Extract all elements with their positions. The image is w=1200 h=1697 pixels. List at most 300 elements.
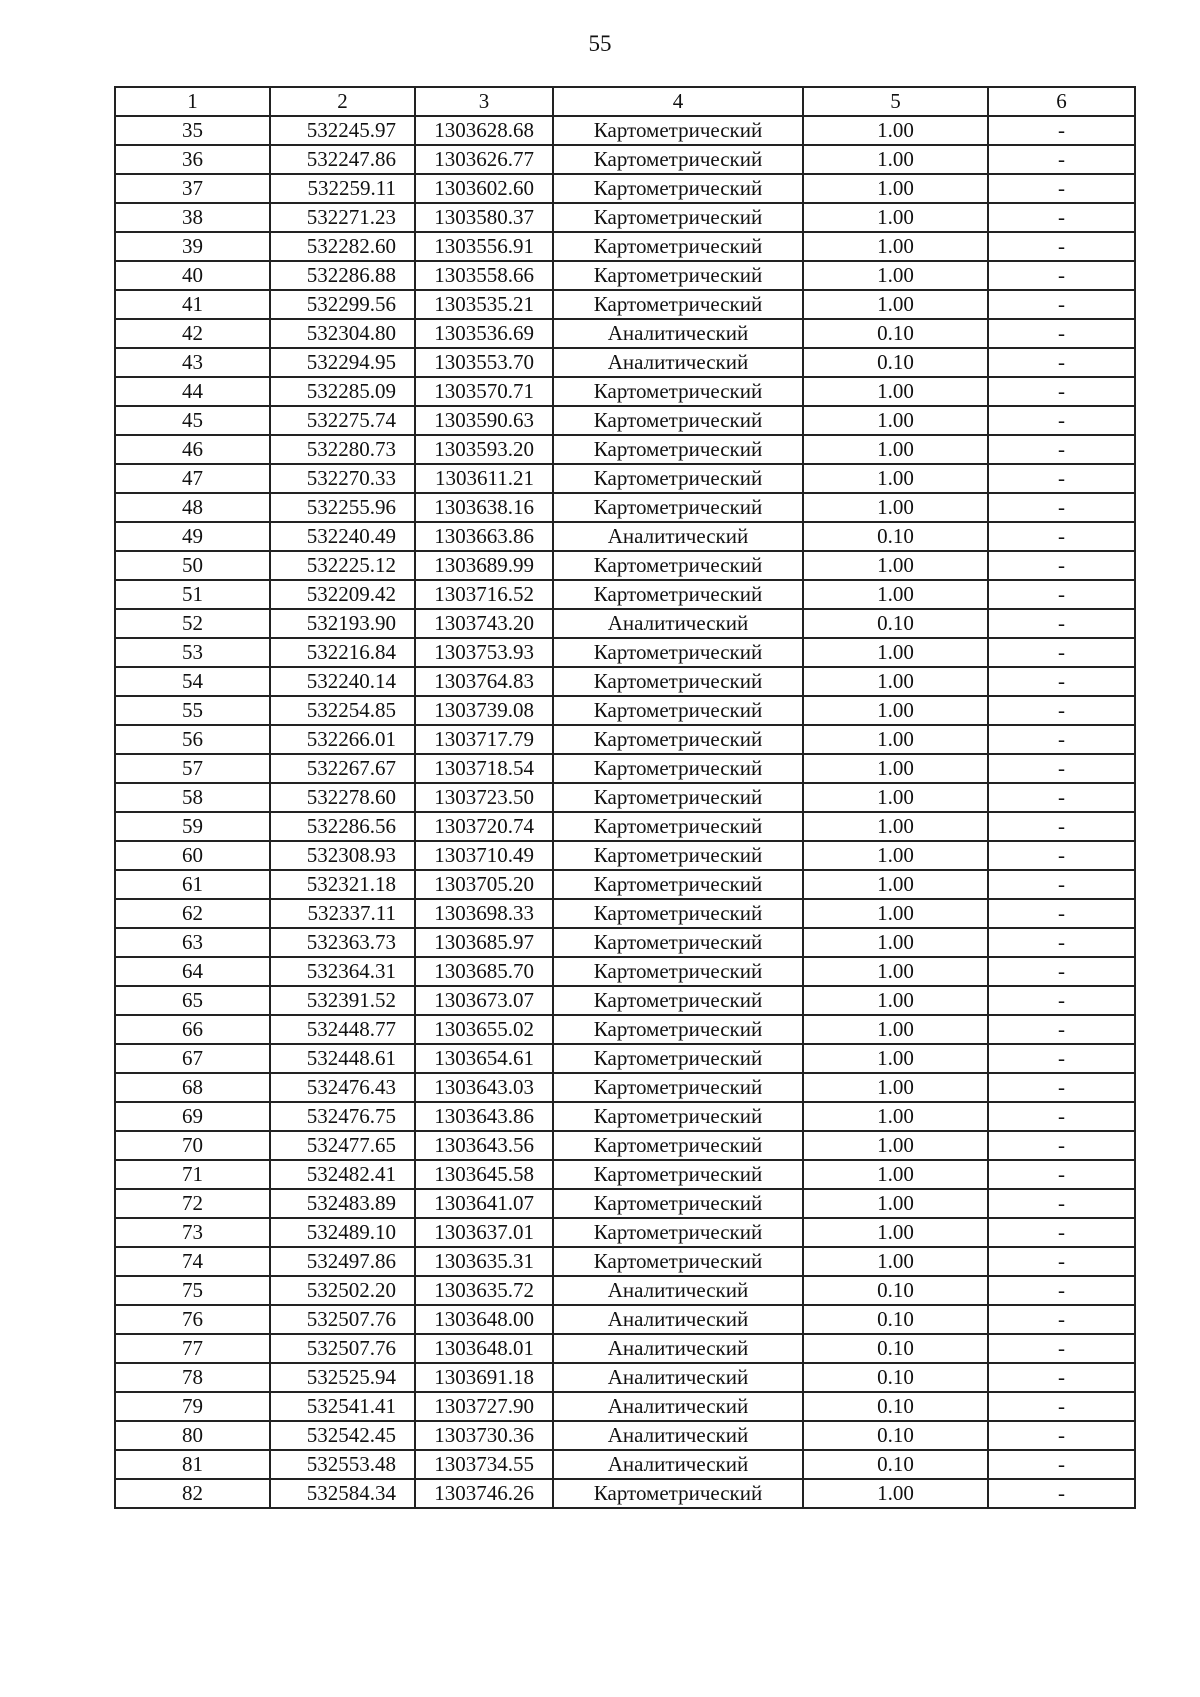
table-row [115,928,1135,957]
method-cell: Картометрический [553,1247,803,1276]
table-row [115,1421,1135,1450]
x-coordinate-cell: 532286.56 [270,812,415,841]
table-row [115,870,1135,899]
accuracy-cell: 1.00 [803,261,988,290]
y-coordinate-cell: 1303691.18 [415,1363,553,1392]
table-row [115,435,1135,464]
x-coordinate-cell: 532476.43 [270,1073,415,1102]
note-cell: - [988,1131,1135,1160]
note-cell: - [988,609,1135,638]
table-row [115,377,1135,406]
note-cell: - [988,638,1135,667]
point-number-cell: 75 [115,1276,270,1305]
accuracy-cell: 0.10 [803,1392,988,1421]
note-cell: - [988,435,1135,464]
note-cell: - [988,493,1135,522]
table-row [115,116,1135,145]
note-cell: - [988,1334,1135,1363]
note-cell: - [988,957,1135,986]
accuracy-cell: 1.00 [803,1479,988,1508]
method-cell: Картометрический [553,1044,803,1073]
x-coordinate-cell: 532364.31 [270,957,415,986]
method-cell: Картометрический [553,841,803,870]
note-cell: - [988,348,1135,377]
point-number-cell: 73 [115,1218,270,1247]
accuracy-cell: 1.00 [803,812,988,841]
y-coordinate-cell: 1303723.50 [415,783,553,812]
point-number-cell: 42 [115,319,270,348]
method-cell: Картометрический [553,812,803,841]
y-coordinate-cell: 1303764.83 [415,667,553,696]
x-coordinate-cell: 532275.74 [270,406,415,435]
x-coordinate-cell: 532497.86 [270,1247,415,1276]
note-cell: - [988,841,1135,870]
y-coordinate-cell: 1303611.21 [415,464,553,493]
x-coordinate-cell: 532448.77 [270,1015,415,1044]
x-coordinate-cell: 532193.90 [270,609,415,638]
y-coordinate-cell: 1303638.16 [415,493,553,522]
point-number-cell: 37 [115,174,270,203]
y-coordinate-cell: 1303730.36 [415,1421,553,1450]
y-coordinate-cell: 1303536.69 [415,319,553,348]
method-cell: Аналитический [553,609,803,638]
column-header: 4 [553,87,803,116]
point-number-cell: 35 [115,116,270,145]
accuracy-cell: 1.00 [803,783,988,812]
point-number-cell: 71 [115,1160,270,1189]
y-coordinate-cell: 1303602.60 [415,174,553,203]
method-cell: Картометрический [553,870,803,899]
table-row [115,783,1135,812]
table-row [115,1131,1135,1160]
method-cell: Аналитический [553,1334,803,1363]
table-row [115,1073,1135,1102]
point-number-cell: 51 [115,580,270,609]
point-number-cell: 44 [115,377,270,406]
point-number-cell: 38 [115,203,270,232]
point-number-cell: 54 [115,667,270,696]
method-cell: Картометрический [553,377,803,406]
accuracy-cell: 1.00 [803,899,988,928]
y-coordinate-cell: 1303717.79 [415,725,553,754]
x-coordinate-cell: 532299.56 [270,290,415,319]
accuracy-cell: 1.00 [803,493,988,522]
x-coordinate-cell: 532254.85 [270,696,415,725]
method-cell: Аналитический [553,1276,803,1305]
table-row [115,1392,1135,1421]
accuracy-cell: 1.00 [803,1015,988,1044]
x-coordinate-cell: 532247.86 [270,145,415,174]
point-number-cell: 61 [115,870,270,899]
y-coordinate-cell: 1303716.52 [415,580,553,609]
method-cell: Картометрический [553,261,803,290]
note-cell: - [988,1363,1135,1392]
point-number-cell: 43 [115,348,270,377]
accuracy-cell: 1.00 [803,1131,988,1160]
table-row [115,203,1135,232]
y-coordinate-cell: 1303648.01 [415,1334,553,1363]
table-row [115,841,1135,870]
point-number-cell: 48 [115,493,270,522]
table-row [115,1160,1135,1189]
point-number-cell: 65 [115,986,270,1015]
table-row [115,1189,1135,1218]
x-coordinate-cell: 532482.41 [270,1160,415,1189]
method-cell: Картометрический [553,783,803,812]
x-coordinate-cell: 532483.89 [270,1189,415,1218]
accuracy-cell: 1.00 [803,957,988,986]
note-cell: - [988,377,1135,406]
method-cell: Картометрический [553,580,803,609]
point-number-cell: 80 [115,1421,270,1450]
table-row [115,812,1135,841]
x-coordinate-cell: 532489.10 [270,1218,415,1247]
y-coordinate-cell: 1303590.63 [415,406,553,435]
table-row [115,754,1135,783]
note-cell: - [988,1305,1135,1334]
note-cell: - [988,1189,1135,1218]
table-row [115,580,1135,609]
y-coordinate-cell: 1303648.00 [415,1305,553,1334]
accuracy-cell: 1.00 [803,435,988,464]
table-row [115,1450,1135,1479]
table-row [115,1247,1135,1276]
accuracy-cell: 1.00 [803,1102,988,1131]
accuracy-cell: 1.00 [803,841,988,870]
note-cell: - [988,928,1135,957]
table-row [115,899,1135,928]
note-cell: - [988,754,1135,783]
x-coordinate-cell: 532209.42 [270,580,415,609]
x-coordinate-cell: 532337.11 [270,899,415,928]
method-cell: Картометрический [553,928,803,957]
method-cell: Картометрический [553,696,803,725]
table-row [115,1015,1135,1044]
x-coordinate-cell: 532363.73 [270,928,415,957]
y-coordinate-cell: 1303746.26 [415,1479,553,1508]
page-number: 55 [588,31,612,56]
y-coordinate-cell: 1303628.68 [415,116,553,145]
point-number-cell: 55 [115,696,270,725]
y-coordinate-cell: 1303641.07 [415,1189,553,1218]
note-cell: - [988,464,1135,493]
x-coordinate-cell: 532542.45 [270,1421,415,1450]
column-header: 3 [415,87,553,116]
point-number-cell: 56 [115,725,270,754]
y-coordinate-cell: 1303685.70 [415,957,553,986]
y-coordinate-cell: 1303705.20 [415,870,553,899]
note-cell: - [988,203,1135,232]
x-coordinate-cell: 532294.95 [270,348,415,377]
note-cell: - [988,1276,1135,1305]
x-coordinate-cell: 532266.01 [270,725,415,754]
note-cell: - [988,1044,1135,1073]
method-cell: Картометрический [553,493,803,522]
accuracy-cell: 1.00 [803,1160,988,1189]
point-number-cell: 53 [115,638,270,667]
method-cell: Картометрический [553,290,803,319]
method-cell: Аналитический [553,319,803,348]
x-coordinate-cell: 532541.41 [270,1392,415,1421]
note-cell: - [988,116,1135,145]
point-number-cell: 40 [115,261,270,290]
method-cell: Картометрический [553,899,803,928]
accuracy-cell: 1.00 [803,1044,988,1073]
method-cell: Картометрический [553,435,803,464]
x-coordinate-cell: 532271.23 [270,203,415,232]
table-row [115,493,1135,522]
accuracy-cell: 1.00 [803,870,988,899]
table-row [115,290,1135,319]
accuracy-cell: 1.00 [803,986,988,1015]
method-cell: Аналитический [553,522,803,551]
accuracy-cell: 1.00 [803,754,988,783]
method-cell: Аналитический [553,348,803,377]
accuracy-cell: 0.10 [803,1305,988,1334]
table-row [115,319,1135,348]
method-cell: Аналитический [553,1421,803,1450]
x-coordinate-cell: 532245.97 [270,116,415,145]
x-coordinate-cell: 532267.67 [270,754,415,783]
point-number-cell: 79 [115,1392,270,1421]
note-cell: - [988,725,1135,754]
method-cell: Аналитический [553,1305,803,1334]
note-cell: - [988,1102,1135,1131]
point-number-cell: 59 [115,812,270,841]
accuracy-cell: 1.00 [803,290,988,319]
table-row [115,986,1135,1015]
table-row [115,551,1135,580]
y-coordinate-cell: 1303663.86 [415,522,553,551]
accuracy-cell: 1.00 [803,145,988,174]
method-cell: Картометрический [553,1189,803,1218]
accuracy-cell: 0.10 [803,319,988,348]
point-number-cell: 45 [115,406,270,435]
accuracy-cell: 1.00 [803,116,988,145]
x-coordinate-cell: 532525.94 [270,1363,415,1392]
point-number-cell: 41 [115,290,270,319]
point-number-cell: 70 [115,1131,270,1160]
x-coordinate-cell: 532448.61 [270,1044,415,1073]
accuracy-cell: 1.00 [803,203,988,232]
y-coordinate-cell: 1303655.02 [415,1015,553,1044]
accuracy-cell: 0.10 [803,609,988,638]
y-coordinate-cell: 1303626.77 [415,145,553,174]
point-number-cell: 47 [115,464,270,493]
point-number-cell: 76 [115,1305,270,1334]
column-header: 6 [988,87,1135,116]
note-cell: - [988,580,1135,609]
point-number-cell: 81 [115,1450,270,1479]
accuracy-cell: 1.00 [803,667,988,696]
method-cell: Аналитический [553,1392,803,1421]
y-coordinate-cell: 1303685.97 [415,928,553,957]
table-row [115,1363,1135,1392]
table-row [115,957,1135,986]
y-coordinate-cell: 1303593.20 [415,435,553,464]
note-cell: - [988,551,1135,580]
x-coordinate-cell: 532255.96 [270,493,415,522]
point-number-cell: 57 [115,754,270,783]
table-row [115,406,1135,435]
method-cell: Аналитический [553,1363,803,1392]
y-coordinate-cell: 1303556.91 [415,232,553,261]
y-coordinate-cell: 1303673.07 [415,986,553,1015]
point-number-cell: 78 [115,1363,270,1392]
point-number-cell: 74 [115,1247,270,1276]
note-cell: - [988,522,1135,551]
note-cell: - [988,783,1135,812]
method-cell: Картометрический [553,203,803,232]
note-cell: - [988,812,1135,841]
table-row [115,1334,1135,1363]
method-cell: Картометрический [553,174,803,203]
accuracy-cell: 1.00 [803,725,988,754]
method-cell: Картометрический [553,1218,803,1247]
table-row [115,232,1135,261]
y-coordinate-cell: 1303643.03 [415,1073,553,1102]
table-row [115,638,1135,667]
point-number-cell: 72 [115,1189,270,1218]
table-row [115,1044,1135,1073]
x-coordinate-cell: 532304.80 [270,319,415,348]
y-coordinate-cell: 1303637.01 [415,1218,553,1247]
note-cell: - [988,1015,1135,1044]
method-cell: Картометрический [553,551,803,580]
note-cell: - [988,406,1135,435]
note-cell: - [988,1421,1135,1450]
note-cell: - [988,696,1135,725]
note-cell: - [988,319,1135,348]
point-number-cell: 36 [115,145,270,174]
y-coordinate-cell: 1303553.70 [415,348,553,377]
point-number-cell: 77 [115,1334,270,1363]
note-cell: - [988,232,1135,261]
note-cell: - [988,899,1135,928]
table-row [115,522,1135,551]
note-cell: - [988,870,1135,899]
x-coordinate-cell: 532240.14 [270,667,415,696]
method-cell: Картометрический [553,1160,803,1189]
y-coordinate-cell: 1303720.74 [415,812,553,841]
note-cell: - [988,1479,1135,1508]
y-coordinate-cell: 1303643.56 [415,1131,553,1160]
y-coordinate-cell: 1303635.31 [415,1247,553,1276]
point-number-cell: 69 [115,1102,270,1131]
x-coordinate-cell: 532282.60 [270,232,415,261]
note-cell: - [988,174,1135,203]
note-cell: - [988,1450,1135,1479]
point-number-cell: 68 [115,1073,270,1102]
method-cell: Картометрический [553,1015,803,1044]
table-row [115,1218,1135,1247]
x-coordinate-cell: 532477.65 [270,1131,415,1160]
x-coordinate-cell: 532280.73 [270,435,415,464]
y-coordinate-cell: 1303570.71 [415,377,553,406]
accuracy-cell: 1.00 [803,551,988,580]
accuracy-cell: 0.10 [803,348,988,377]
note-cell: - [988,667,1135,696]
table-row [115,667,1135,696]
note-cell: - [988,1392,1135,1421]
note-cell: - [988,986,1135,1015]
accuracy-cell: 1.00 [803,464,988,493]
point-number-cell: 67 [115,1044,270,1073]
x-coordinate-cell: 532285.09 [270,377,415,406]
accuracy-cell: 1.00 [803,1189,988,1218]
point-number-cell: 46 [115,435,270,464]
y-coordinate-cell: 1303558.66 [415,261,553,290]
column-header: 1 [115,87,270,116]
accuracy-cell: 1.00 [803,928,988,957]
note-cell: - [988,1218,1135,1247]
point-number-cell: 66 [115,1015,270,1044]
table-row [115,145,1135,174]
table-row [115,696,1135,725]
column-header: 5 [803,87,988,116]
table-body [115,116,1135,1508]
y-coordinate-cell: 1303580.37 [415,203,553,232]
y-coordinate-cell: 1303734.55 [415,1450,553,1479]
accuracy-cell: 1.00 [803,1218,988,1247]
table-row [115,348,1135,377]
point-number-cell: 60 [115,841,270,870]
method-cell: Картометрический [553,986,803,1015]
point-number-cell: 82 [115,1479,270,1508]
table-row [115,1305,1135,1334]
method-cell: Картометрический [553,1073,803,1102]
accuracy-cell: 1.00 [803,1247,988,1276]
y-coordinate-cell: 1303710.49 [415,841,553,870]
x-coordinate-cell: 532286.88 [270,261,415,290]
method-cell: Картометрический [553,725,803,754]
note-cell: - [988,145,1135,174]
y-coordinate-cell: 1303739.08 [415,696,553,725]
note-cell: - [988,290,1135,319]
x-coordinate-cell: 532553.48 [270,1450,415,1479]
table-row [115,725,1135,754]
x-coordinate-cell: 532240.49 [270,522,415,551]
coordinates-table [114,86,1136,1509]
x-coordinate-cell: 532391.52 [270,986,415,1015]
point-number-cell: 63 [115,928,270,957]
column-header: 2 [270,87,415,116]
method-cell: Картометрический [553,1131,803,1160]
accuracy-cell: 0.10 [803,1421,988,1450]
point-number-cell: 52 [115,609,270,638]
method-cell: Аналитический [553,1450,803,1479]
method-cell: Картометрический [553,957,803,986]
x-coordinate-cell: 532476.75 [270,1102,415,1131]
table-row [115,174,1135,203]
y-coordinate-cell: 1303643.86 [415,1102,553,1131]
accuracy-cell: 0.10 [803,1363,988,1392]
y-coordinate-cell: 1303727.90 [415,1392,553,1421]
accuracy-cell: 1.00 [803,377,988,406]
method-cell: Картометрический [553,145,803,174]
point-number-cell: 39 [115,232,270,261]
note-cell: - [988,1160,1135,1189]
point-number-cell: 62 [115,899,270,928]
method-cell: Картометрический [553,116,803,145]
accuracy-cell: 1.00 [803,580,988,609]
accuracy-cell: 1.00 [803,638,988,667]
method-cell: Картометрический [553,667,803,696]
accuracy-cell: 0.10 [803,1450,988,1479]
accuracy-cell: 1.00 [803,406,988,435]
method-cell: Картометрический [553,464,803,493]
accuracy-cell: 1.00 [803,696,988,725]
